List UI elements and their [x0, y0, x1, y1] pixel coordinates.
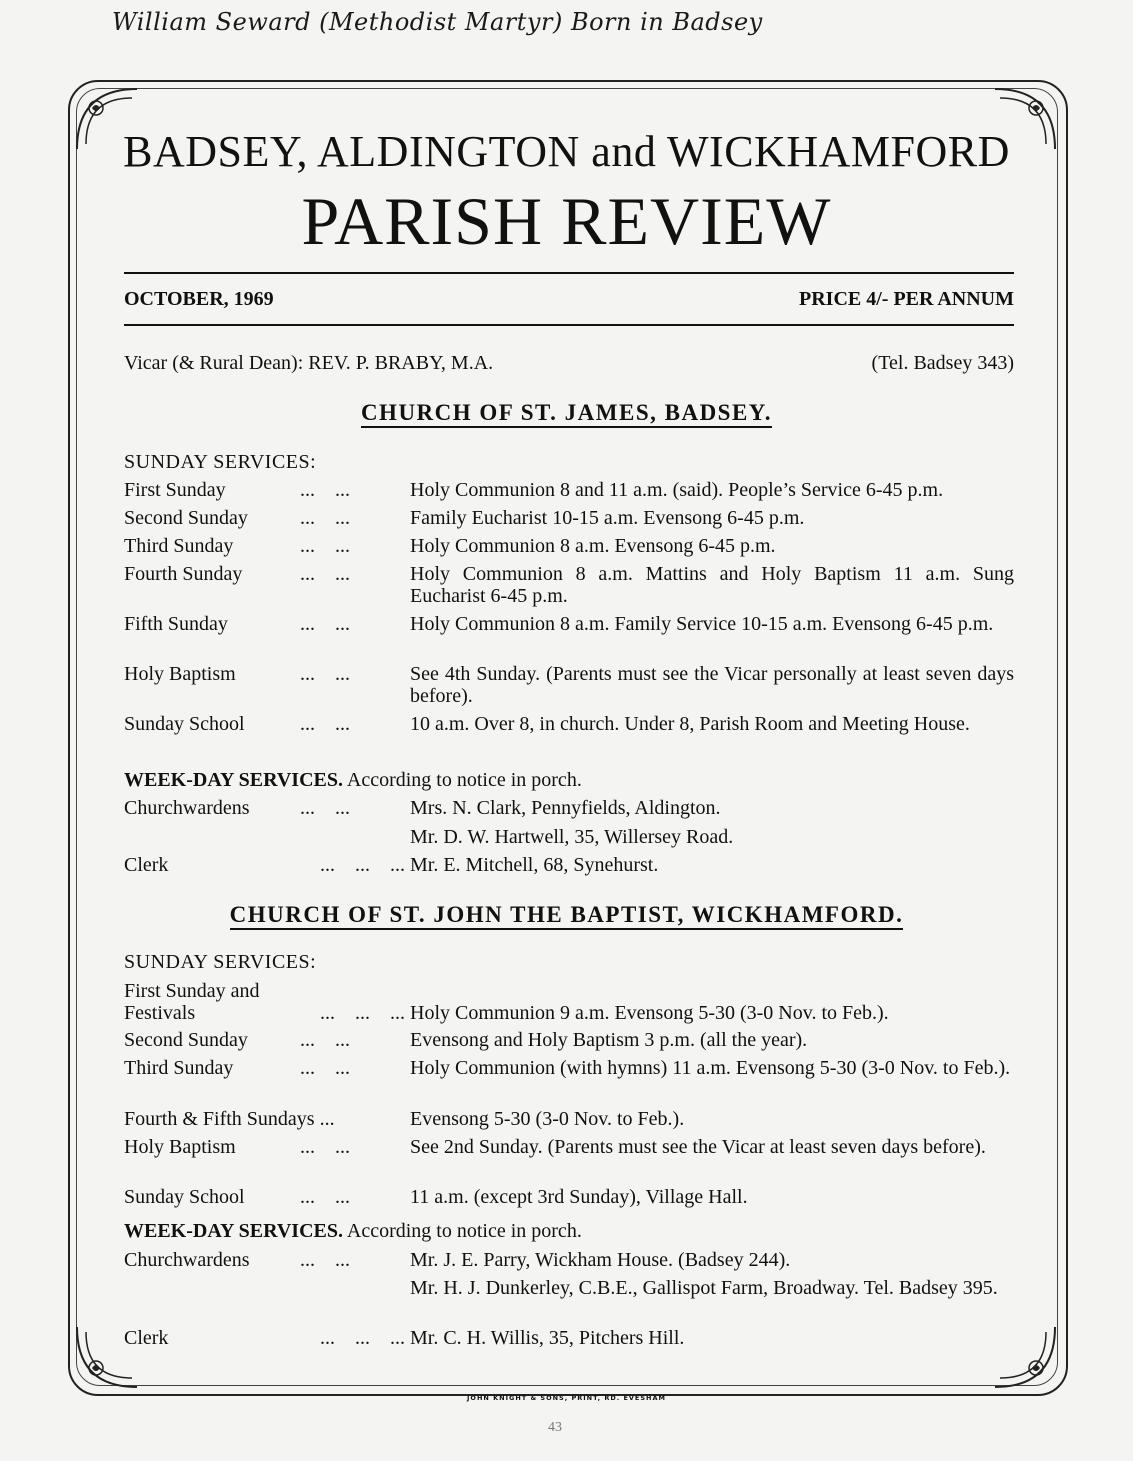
row-label: Sunday School: [124, 1186, 245, 1208]
row-text: Holy Communion (with hymns) 11 a.m. Evensong 5-30 (3-0 Nov. to Feb.).: [410, 1057, 1011, 1079]
row-text: 10 a.m. Over 8, in church. Under 8, Parish Room and Meeting House.: [410, 713, 970, 735]
row-leader: ... ...: [300, 663, 350, 685]
row-label: Third Sunday: [124, 535, 234, 557]
badsey-weekday-services: [124, 769, 582, 792]
row-leader: ... ...: [300, 1249, 350, 1271]
masthead-title: PARISH REVIEW: [301, 183, 832, 259]
weekday-label: WEEK-DAY SERVICES.: [124, 769, 343, 791]
row-text: Holy Communion 8 a.m. Evensong 6-45 p.m.: [410, 535, 776, 557]
row-leader: ... ...: [300, 797, 350, 819]
wickhamford-weekday-services: [124, 1220, 582, 1243]
row-text: Mrs. N. Clark, Pennyfields, Aldington.: [410, 797, 721, 819]
row-label: Second Sunday: [124, 507, 248, 529]
dateline: [124, 288, 1014, 311]
row-label: Holy Baptism: [124, 1136, 236, 1158]
row-label: Clerk: [124, 1327, 169, 1349]
row-label: Churchwardens: [124, 797, 250, 819]
row-label: Churchwardens: [124, 1249, 250, 1271]
row-text: Mr. E. Mitchell, 68, Synehurst.: [410, 854, 659, 876]
row-label: Holy Baptism: [124, 663, 236, 685]
issue-date: OCTOBER, 1969: [124, 288, 274, 310]
vicar-name: Vicar (& Rural Dean): REV. P. BRABY, M.A.: [124, 352, 494, 374]
row-text: Mr. J. E. Parry, Wickham House. (Badsey 244).: [410, 1249, 791, 1271]
row-leader: ... ...: [300, 613, 350, 635]
row-text: Holy Communion 9 a.m. Evensong 5-30 (3-0 Nov. to Feb.).: [410, 1002, 889, 1024]
row-leader: ... ...: [300, 1136, 350, 1158]
row-leader: ... ... ...: [320, 1002, 405, 1024]
badsey-sunday-title: SUNDAY SERVICES:: [124, 451, 317, 473]
row-text: See 4th Sunday. (Parents must see the Vicar personally at least seven days before).: [410, 663, 1014, 707]
row-label: First Sunday: [124, 479, 226, 501]
row-leader: ... ...: [300, 563, 350, 585]
row-leader: ... ...: [300, 1029, 350, 1051]
row-label: Sunday School: [124, 713, 245, 735]
weekday-text: According to notice in porch.: [342, 1220, 582, 1242]
row-text: 11 a.m. (except 3rd Sunday), Village Hall.: [410, 1186, 748, 1208]
row-leader: ... ...: [300, 479, 350, 501]
masthead-parishes: BADSEY, ALDINGTON and WICKHAMFORD: [123, 127, 1010, 176]
printer-imprint: JOHN KNIGHT & SONS, PRINT, RD. EVESHAM: [467, 1394, 666, 1402]
vicar-line: [124, 352, 1014, 375]
row-text: Mr. D. W. Hartwell, 35, Willersey Road.: [410, 826, 734, 848]
row-text: Holy Communion 8 a.m. Mattins and Holy Baptism 11 a.m. Sung Eucharist 6-45 p.m.: [410, 563, 1014, 607]
row-label: First Sunday and Festivals: [124, 980, 260, 1024]
vicar-telephone: (Tel. Badsey 343): [871, 352, 1014, 374]
row-label: Fourth & Fifth Sundays ...: [124, 1108, 335, 1130]
page-number: 43: [548, 1420, 562, 1435]
rule-top: [124, 272, 1014, 274]
row-text: Mr. C. H. Willis, 35, Pitchers Hill.: [410, 1327, 685, 1349]
row-label: Third Sunday: [124, 1057, 234, 1079]
weekday-text: According to notice in porch.: [342, 769, 582, 791]
badsey-heading-text: CHURCH OF ST. JAMES, BADSEY.: [361, 400, 772, 428]
handwritten-annotation: William Seward (Methodist Martyr) Born in Badsey: [112, 8, 763, 36]
row-text: Mr. H. J. Dunkerley, C.B.E., Gallispot Farm, Broadway. Tel. Badsey 395.: [410, 1277, 998, 1299]
row-label: Second Sunday: [124, 1029, 248, 1051]
row-leader: ... ...: [300, 713, 350, 735]
row-text: Holy Communion 8 and 11 a.m. (said). People’s Service 6-45 p.m.: [410, 479, 944, 501]
row-leader: ... ...: [300, 1057, 350, 1079]
row-leader: ... ... ...: [300, 1327, 405, 1349]
row-text: See 2nd Sunday. (Parents must see the Vicar at least seven days before).: [410, 1136, 986, 1158]
wickhamford-sunday-title: SUNDAY SERVICES:: [124, 951, 317, 973]
wickhamford-church-heading: [0, 902, 1133, 928]
rule-bottom: [124, 324, 1014, 326]
row-leader: ... ...: [300, 1186, 350, 1208]
row-label: Fourth Sunday: [124, 563, 243, 585]
row-text: Holy Communion 8 a.m. Family Service 10-15 a.m. Evensong 6-45 p.m.: [410, 613, 994, 635]
row-text: Evensong and Holy Baptism 3 p.m. (all the year).: [410, 1029, 808, 1051]
row-text: Family Eucharist 10-15 a.m. Evensong 6-45 p.m.: [410, 507, 805, 529]
row-leader: ... ... ...: [300, 854, 405, 876]
weekday-label: WEEK-DAY SERVICES.: [124, 1220, 343, 1242]
subscription-price: PRICE 4/- PER ANNUM: [799, 288, 1014, 310]
badsey-church-heading: [0, 400, 1133, 426]
row-label: Fifth Sunday: [124, 613, 228, 635]
row-text: Evensong 5-30 (3-0 Nov. to Feb.).: [410, 1108, 685, 1130]
row-label: Clerk: [124, 854, 169, 876]
row-leader: ... ...: [300, 535, 350, 557]
row-leader: ... ...: [300, 507, 350, 529]
wickhamford-heading-text: CHURCH OF ST. JOHN THE BAPTIST, WICKHAMFORD.: [230, 902, 904, 930]
